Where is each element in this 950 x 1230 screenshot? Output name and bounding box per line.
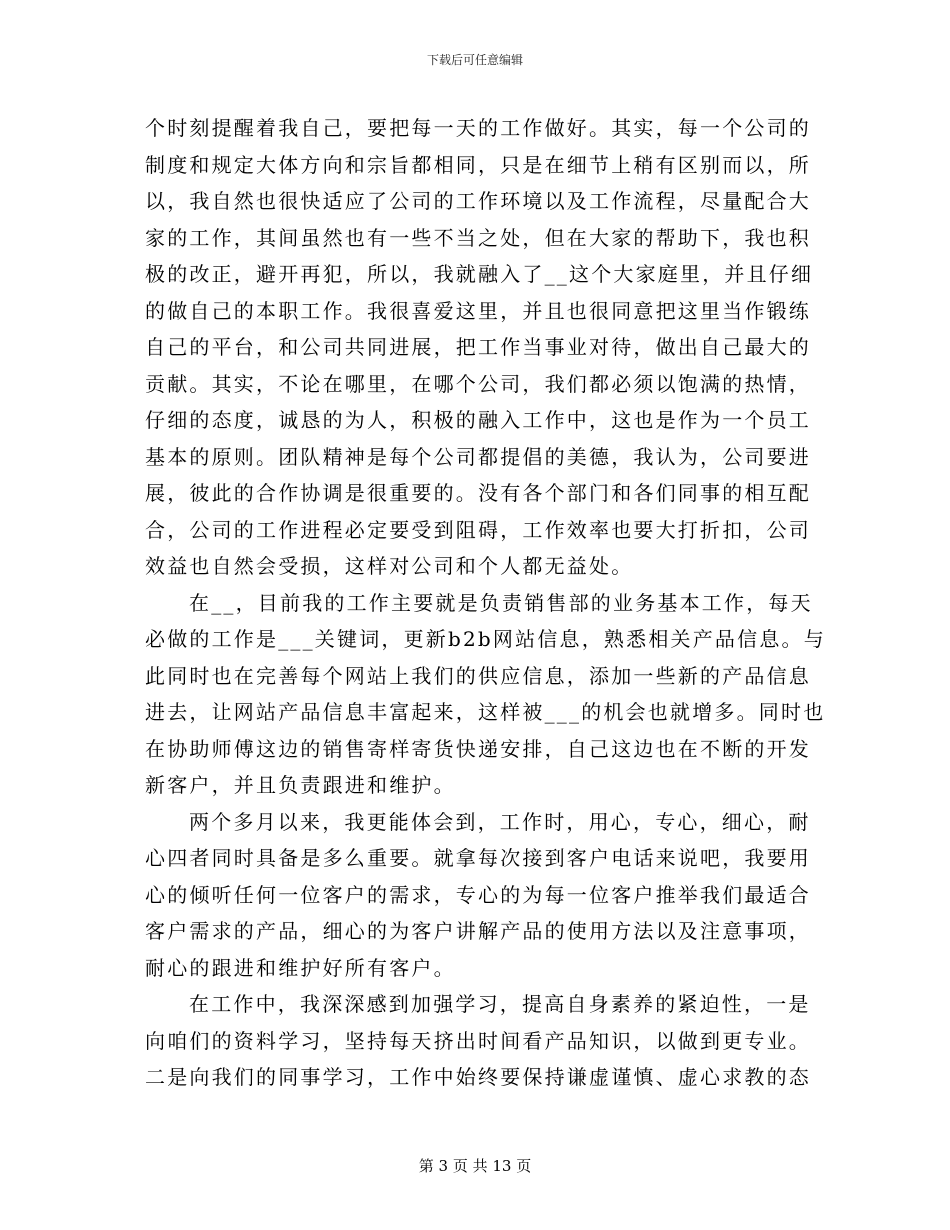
text-line: 自己的平台，和公司共同进展，把工作当事业对待，做出自己最大的 (145, 335, 811, 359)
text-line: 制度和规定大体方向和宗旨都相同，只是在细节上稍有区别而以，所 (145, 152, 811, 177)
paragraph (145, 110, 814, 585)
text-line: 极的改正，避开再犯，所以，我就融入了__这个大家庭里，并且仔细 (145, 262, 814, 286)
text-line: 耐心的跟进和维护好所有客户。 (145, 955, 456, 980)
paragraph (145, 585, 826, 804)
text-line: 二是向我们的同事学习，工作中始终要保持谦虚谨慎、虚心求教的态 (145, 1065, 811, 1089)
text-line: 以，我自然也很快适应了公司的工作环境以及工作流程，尽量配合大 (145, 189, 811, 213)
text-line: 在__，目前我的工作主要就是负责销售部的业务基本工作，每天 (189, 590, 813, 615)
paragraph (145, 986, 811, 1096)
text-line: 在工作中，我深深感到加强学习，提高自身素养的紧迫性，一是 (189, 992, 811, 1016)
text-line: 贡献。其实，不论在哪里，在哪个公司，我们都必须以饱满的热情， (145, 371, 811, 396)
text-line: 家的工作，其间虽然也有一些不当之处，但在大家的帮助下，我也积 (145, 225, 811, 250)
text-line: 进去，让网站产品信息丰富起来，这样被___的机会也就增多。同时也 (145, 700, 826, 724)
text-line: 向咱们的资料学习，坚持每天挤出时间看产品知识，以做到更专业。 (145, 1028, 811, 1053)
text-line: 效益也自然会受损，这样对公司和个人都无益处。 (145, 554, 634, 578)
text-line: 在协助师傅这边的销售寄样寄货快递安排，自己这边也在不断的开发 (145, 736, 811, 761)
text-line: 必做的工作是___关键词，更新b2b网站信息，熟悉相关产品信息。与 (145, 627, 826, 651)
paragraph (145, 804, 811, 987)
text-line: 展，彼此的合作协调是很重要的。没有各个部门和各们同事的相互配 (145, 481, 811, 505)
page-header: 下载后可任意编辑 (426, 53, 523, 67)
text-line: 心四者同时具备是多么重要。就拿每次接到客户电话来说吧，我要用 (145, 846, 811, 870)
text-line: 客户需求的产品，细心的为客户讲解产品的使用方法以及注意事项， (145, 919, 811, 943)
text-line: 新客户，并且负责跟进和维护。 (145, 773, 456, 797)
text-line: 合，公司的工作进程必定要受到阻碍，工作效率也要大打折扣，公司 (145, 517, 811, 542)
text-line: 的做自己的本职工作。我很喜爱这里，并且也很同意把这里当作锻练 (145, 298, 811, 323)
text-line: 两个多月以来，我更能体会到，工作时，用心，专心，细心，耐 (189, 809, 811, 834)
page-number-footer: 第 3 页 共 13 页 (418, 1157, 532, 1175)
document-body (145, 110, 826, 1096)
text-line: 个时刻提醒着我自己，要把每一天的工作做好。其实，每一个公司的 (145, 116, 811, 140)
text-line: 此同时也在完善每个网站上我们的供应信息，添加一些新的产品信息 (145, 663, 811, 688)
text-line: 基本的原则。团队精神是每个公司都提倡的美德，我认为，公司要进 (145, 444, 811, 469)
text-line: 心的倾听任何一位客户的需求，专心的为每一位客户推举我们最适合 (145, 882, 811, 907)
text-line: 仔细的态度，诚恳的为人，积极的融入工作中，这也是作为一个员工 (145, 408, 811, 432)
